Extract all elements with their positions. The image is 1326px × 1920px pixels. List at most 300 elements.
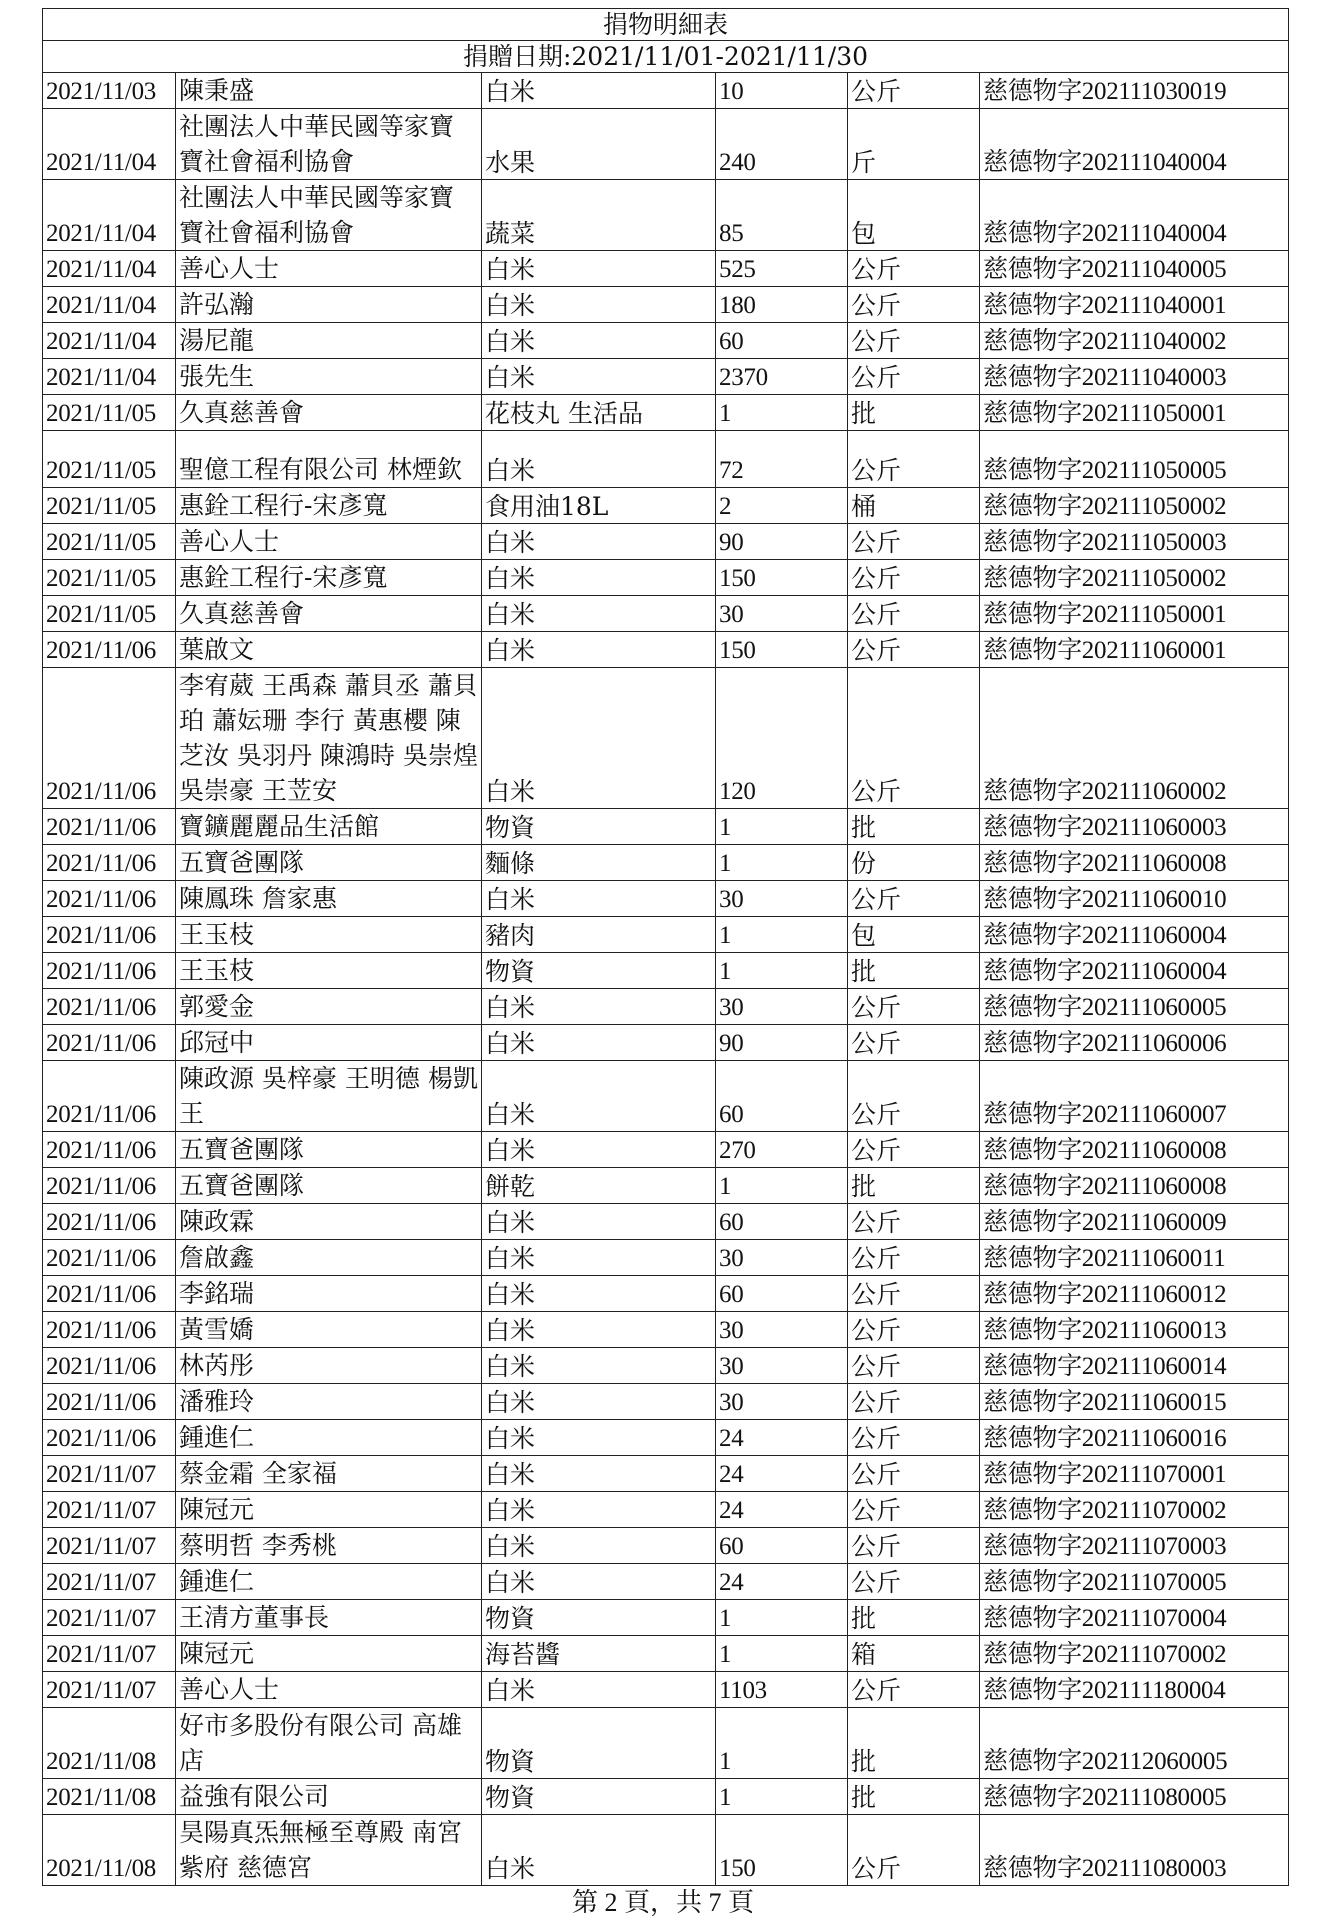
donor-cell: 久真慈善會 [176,395,482,431]
table-row [43,1132,1289,1168]
unit-cell: 公斤 [848,524,980,560]
table-row [43,1636,1289,1672]
item-cell: 白米 [482,1132,716,1168]
ref-cell: 慈德物字202111060004 [980,953,1289,989]
qty-cell: 85 [716,180,848,251]
date-cell: 2021/11/06 [43,917,176,953]
unit-cell: 公斤 [848,1564,980,1600]
qty-cell: 30 [716,989,848,1025]
qty-cell: 24 [716,1420,848,1456]
table-row [43,1528,1289,1564]
donor-cell: 社團法人中華民國等家寶寶社會福利協會 [176,180,482,251]
page-total: 7 [708,1888,722,1917]
date-cell: 2021/11/06 [43,1312,176,1348]
qty-cell: 240 [716,109,848,180]
donor-cell: 昊陽真炁無極至尊殿 南宮紫府 慈德宮 [176,1815,482,1886]
item-cell: 白米 [482,1204,716,1240]
ref-cell: 慈德物字202111070004 [980,1600,1289,1636]
donor-cell: 詹啟鑫 [176,1240,482,1276]
date-cell: 2021/11/06 [43,632,176,668]
ref-cell: 慈德物字202111060007 [980,1061,1289,1132]
qty-cell: 24 [716,1492,848,1528]
unit-cell: 公斤 [848,1672,980,1708]
qty-cell: 30 [716,881,848,917]
page-middle: 頁，共 [623,1888,702,1917]
ref-cell: 慈德物字202111060010 [980,881,1289,917]
table-row [43,917,1289,953]
donor-cell: 鍾進仁 [176,1564,482,1600]
ref-cell: 慈德物字202111040002 [980,323,1289,359]
date-cell: 2021/11/04 [43,109,176,180]
table-row [43,1600,1289,1636]
date-cell: 2021/11/06 [43,989,176,1025]
qty-cell: 90 [716,524,848,560]
unit-cell: 公斤 [848,1061,980,1132]
date-cell: 2021/11/04 [43,287,176,323]
donor-cell: 陳冠元 [176,1636,482,1672]
date-cell: 2021/11/06 [43,881,176,917]
table-row [43,1276,1289,1312]
ref-cell: 慈德物字202111070005 [980,1564,1289,1600]
date-cell: 2021/11/06 [43,668,176,809]
table-row [43,1025,1289,1061]
table-row [43,1672,1289,1708]
unit-cell: 公斤 [848,73,980,109]
ref-cell: 慈德物字202111060008 [980,1132,1289,1168]
ref-cell: 慈德物字202111060009 [980,1204,1289,1240]
unit-cell: 公斤 [848,560,980,596]
qty-cell: 1 [716,917,848,953]
unit-cell: 批 [848,953,980,989]
unit-cell: 公斤 [848,1312,980,1348]
qty-cell: 60 [716,1276,848,1312]
unit-cell: 桶 [848,488,980,524]
qty-cell: 24 [716,1456,848,1492]
donor-cell: 鍾進仁 [176,1420,482,1456]
ref-cell: 慈德物字202111080005 [980,1779,1289,1815]
item-cell: 麵條 [482,845,716,881]
donor-cell: 蔡明哲 李秀桃 [176,1528,482,1564]
qty-cell: 270 [716,1132,848,1168]
item-cell: 白米 [482,1456,716,1492]
unit-cell: 批 [848,395,980,431]
unit-cell: 公斤 [848,1240,980,1276]
qty-cell: 150 [716,560,848,596]
date-cell: 2021/11/06 [43,1168,176,1204]
ref-cell: 慈德物字202111060001 [980,632,1289,668]
table-row [43,1456,1289,1492]
ref-cell: 慈德物字202111070002 [980,1636,1289,1672]
item-cell: 物資 [482,809,716,845]
item-cell: 白米 [482,1276,716,1312]
ref-cell: 慈德物字202111040003 [980,359,1289,395]
table-row [43,1204,1289,1240]
date-cell: 2021/11/06 [43,1132,176,1168]
ref-cell: 慈德物字202111060006 [980,1025,1289,1061]
donor-cell: 五寶爸團隊 [176,845,482,881]
unit-cell: 批 [848,1168,980,1204]
unit-cell: 批 [848,1708,980,1779]
table-row [43,1564,1289,1600]
unit-cell: 公斤 [848,1528,980,1564]
table-row [43,488,1289,524]
donation-table [42,8,1289,1886]
ref-cell: 慈德物字202111070001 [980,1456,1289,1492]
donor-cell: 李宥葳 王禹森 蕭貝丞 蕭貝珀 蕭妘珊 李行 黃惠櫻 陳芝汝 吳羽丹 陳鴻時 吳崇煌 吳崇豪 王苙安 [176,668,482,809]
donor-cell: 善心人士 [176,1672,482,1708]
unit-cell: 批 [848,1779,980,1815]
unit-cell: 公斤 [848,1384,980,1420]
unit-cell: 公斤 [848,287,980,323]
qty-cell: 10 [716,73,848,109]
date-cell: 2021/11/08 [43,1815,176,1886]
unit-cell: 公斤 [848,1204,980,1240]
donor-cell: 黃雪嬌 [176,1312,482,1348]
table-row [43,287,1289,323]
table-row [43,1384,1289,1420]
ref-cell: 慈德物字202111060003 [980,809,1289,845]
donor-cell: 許弘瀚 [176,287,482,323]
item-cell: 白米 [482,881,716,917]
unit-cell: 公斤 [848,1420,980,1456]
table-row [43,109,1289,180]
qty-cell: 120 [716,668,848,809]
table-row [43,431,1289,488]
ref-cell: 慈德物字202111060002 [980,668,1289,809]
date-cell: 2021/11/03 [43,73,176,109]
unit-cell: 公斤 [848,1492,980,1528]
qty-cell: 525 [716,251,848,287]
item-cell: 物資 [482,1708,716,1779]
table-title: 捐物明細表 [43,9,1289,41]
qty-cell: 1 [716,845,848,881]
donor-cell: 林芮彤 [176,1348,482,1384]
date-cell: 2021/11/04 [43,359,176,395]
qty-cell: 24 [716,1564,848,1600]
date-cell: 2021/11/07 [43,1672,176,1708]
table-row [43,1492,1289,1528]
item-cell: 食用油18L [482,488,716,524]
qty-cell: 30 [716,1240,848,1276]
donor-cell: 潘雅玲 [176,1384,482,1420]
table-row [43,1168,1289,1204]
ref-cell: 慈德物字202111050001 [980,596,1289,632]
date-cell: 2021/11/05 [43,431,176,488]
date-cell: 2021/11/05 [43,596,176,632]
donor-cell: 張先生 [176,359,482,395]
date-cell: 2021/11/06 [43,1204,176,1240]
ref-cell: 慈德物字202112060005 [980,1708,1289,1779]
qty-cell: 72 [716,431,848,488]
qty-cell: 1 [716,1168,848,1204]
item-cell: 物資 [482,1779,716,1815]
ref-cell: 慈德物字202111060008 [980,1168,1289,1204]
table-row [43,1779,1289,1815]
donor-cell: 益強有限公司 [176,1779,482,1815]
unit-cell: 公斤 [848,881,980,917]
donor-cell: 善心人士 [176,251,482,287]
date-cell: 2021/11/06 [43,1420,176,1456]
page-footer [0,1882,1326,1919]
table-row [43,1312,1289,1348]
table-row [43,1240,1289,1276]
donor-cell: 葉啟文 [176,632,482,668]
item-cell: 白米 [482,1240,716,1276]
item-cell: 白米 [482,1061,716,1132]
unit-cell: 公斤 [848,596,980,632]
date-cell: 2021/11/06 [43,1240,176,1276]
item-cell: 白米 [482,1564,716,1600]
qty-cell: 1 [716,809,848,845]
unit-cell: 公斤 [848,1456,980,1492]
donor-cell: 郭愛金 [176,989,482,1025]
qty-cell: 150 [716,1815,848,1886]
donor-cell: 陳秉盛 [176,73,482,109]
qty-cell: 1 [716,1708,848,1779]
item-cell: 白米 [482,1025,716,1061]
date-cell: 2021/11/05 [43,524,176,560]
donor-cell: 李銘瑞 [176,1276,482,1312]
item-cell: 白米 [482,1528,716,1564]
donor-cell: 久真慈善會 [176,596,482,632]
unit-cell: 份 [848,845,980,881]
unit-cell: 公斤 [848,1132,980,1168]
donor-cell: 寶鑛麗麗品生活館 [176,809,482,845]
table-row [43,845,1289,881]
item-cell: 餅乾 [482,1168,716,1204]
qty-cell: 30 [716,1312,848,1348]
unit-cell: 公斤 [848,1348,980,1384]
ref-cell: 慈德物字202111060011 [980,1240,1289,1276]
item-cell: 白米 [482,524,716,560]
unit-cell: 斤 [848,109,980,180]
item-cell: 物資 [482,953,716,989]
qty-cell: 60 [716,1204,848,1240]
item-cell: 物資 [482,1600,716,1636]
item-cell: 白米 [482,632,716,668]
table-row [43,1708,1289,1779]
donor-cell: 湯尼龍 [176,323,482,359]
table-row [43,953,1289,989]
item-cell: 白米 [482,1815,716,1886]
qty-cell: 1 [716,1600,848,1636]
item-cell: 白米 [482,596,716,632]
unit-cell: 公斤 [848,1276,980,1312]
donor-cell: 聖億工程有限公司 林煙欽 [176,431,482,488]
qty-cell: 60 [716,323,848,359]
item-cell: 白米 [482,73,716,109]
item-cell: 白米 [482,989,716,1025]
unit-cell: 公斤 [848,251,980,287]
unit-cell: 公斤 [848,632,980,668]
date-cell: 2021/11/04 [43,180,176,251]
item-cell: 白米 [482,1672,716,1708]
donor-cell: 好市多股份有限公司 高雄店 [176,1708,482,1779]
table-row [43,73,1289,109]
qty-cell: 1 [716,395,848,431]
date-cell: 2021/11/07 [43,1456,176,1492]
date-cell: 2021/11/07 [43,1492,176,1528]
ref-cell: 慈德物字202111050005 [980,431,1289,488]
table-row [43,560,1289,596]
table-row [43,668,1289,809]
ref-cell: 慈德物字202111040004 [980,109,1289,180]
date-cell: 2021/11/08 [43,1708,176,1779]
item-cell: 水果 [482,109,716,180]
ref-cell: 慈德物字202111070002 [980,1492,1289,1528]
title-row [43,9,1289,41]
unit-cell: 包 [848,180,980,251]
qty-cell: 1 [716,1779,848,1815]
date-cell: 2021/11/06 [43,1384,176,1420]
date-cell: 2021/11/05 [43,395,176,431]
ref-cell: 慈德物字202111040001 [980,287,1289,323]
date-cell: 2021/11/07 [43,1564,176,1600]
donor-cell: 陳冠元 [176,1492,482,1528]
item-cell: 白米 [482,1492,716,1528]
item-cell: 白米 [482,1348,716,1384]
item-cell: 白米 [482,323,716,359]
table-row [43,395,1289,431]
item-cell: 白米 [482,251,716,287]
date-cell: 2021/11/06 [43,809,176,845]
ref-cell: 慈德物字202111030019 [980,73,1289,109]
donor-cell: 惠銓工程行-宋彥寬 [176,560,482,596]
donor-cell: 陳政源 吳梓豪 王明德 楊凱王 [176,1061,482,1132]
item-cell: 白米 [482,359,716,395]
qty-cell: 1 [716,1636,848,1672]
qty-cell: 2370 [716,359,848,395]
donor-cell: 五寶爸團隊 [176,1132,482,1168]
unit-cell: 公斤 [848,323,980,359]
date-cell: 2021/11/06 [43,953,176,989]
date-cell: 2021/11/05 [43,560,176,596]
date-cell: 2021/11/06 [43,1276,176,1312]
date-cell: 2021/11/07 [43,1528,176,1564]
table-row [43,989,1289,1025]
page-prefix: 第 [571,1888,598,1917]
date-cell: 2021/11/04 [43,323,176,359]
item-cell: 白米 [482,1384,716,1420]
unit-cell: 公斤 [848,431,980,488]
table-row [43,1815,1289,1886]
date-cell: 2021/11/06 [43,1348,176,1384]
table-row [43,180,1289,251]
table-row [43,323,1289,359]
item-cell: 豬肉 [482,917,716,953]
item-cell: 花枝丸 生活品 [482,395,716,431]
table-row [43,1420,1289,1456]
qty-cell: 30 [716,596,848,632]
qty-cell: 150 [716,632,848,668]
item-cell: 白米 [482,287,716,323]
unit-cell: 公斤 [848,1815,980,1886]
table-row [43,881,1289,917]
donor-cell: 蔡金霜 全家福 [176,1456,482,1492]
qty-cell: 180 [716,287,848,323]
item-cell: 蔬菜 [482,180,716,251]
qty-cell: 30 [716,1384,848,1420]
table-row [43,1348,1289,1384]
unit-cell: 包 [848,917,980,953]
donor-cell: 陳鳳珠 詹家惠 [176,881,482,917]
page-suffix: 頁 [728,1888,755,1917]
date-cell: 2021/11/04 [43,251,176,287]
ref-cell: 慈德物字202111040004 [980,180,1289,251]
ref-cell: 慈德物字202111060013 [980,1312,1289,1348]
ref-cell: 慈德物字202111060004 [980,917,1289,953]
ref-cell: 慈德物字202111060016 [980,1420,1289,1456]
donor-cell: 陳政霖 [176,1204,482,1240]
table-row [43,596,1289,632]
date-cell: 2021/11/06 [43,1061,176,1132]
date-cell: 2021/11/06 [43,1025,176,1061]
qty-cell: 30 [716,1348,848,1384]
item-cell: 白米 [482,668,716,809]
unit-cell: 箱 [848,1636,980,1672]
unit-cell: 公斤 [848,989,980,1025]
item-cell: 白米 [482,1312,716,1348]
unit-cell: 公斤 [848,359,980,395]
date-range: 捐贈日期:2021/11/01-2021/11/30 [43,41,1289,73]
date-cell: 2021/11/05 [43,488,176,524]
donor-cell: 惠銓工程行-宋彥寬 [176,488,482,524]
table-row [43,632,1289,668]
ref-cell: 慈德物字202111050001 [980,395,1289,431]
table-row [43,809,1289,845]
table-row [43,359,1289,395]
donor-cell: 王玉枝 [176,917,482,953]
ref-cell: 慈德物字202111040005 [980,251,1289,287]
ref-cell: 慈德物字202111060008 [980,845,1289,881]
table-row [43,1061,1289,1132]
ref-cell: 慈德物字202111060012 [980,1276,1289,1312]
donor-cell: 邱冠中 [176,1025,482,1061]
ref-cell: 慈德物字202111060005 [980,989,1289,1025]
table-row [43,251,1289,287]
ref-cell: 慈德物字202111050003 [980,524,1289,560]
date-cell: 2021/11/08 [43,1779,176,1815]
ref-cell: 慈德物字202111050002 [980,488,1289,524]
ref-cell: 慈德物字202111060015 [980,1384,1289,1420]
date-range-row [43,41,1289,73]
qty-cell: 90 [716,1025,848,1061]
ref-cell: 慈德物字202111070003 [980,1528,1289,1564]
ref-cell: 慈德物字202111060014 [980,1348,1289,1384]
item-cell: 白米 [482,431,716,488]
qty-cell: 60 [716,1528,848,1564]
unit-cell: 批 [848,809,980,845]
date-cell: 2021/11/07 [43,1636,176,1672]
date-cell: 2021/11/06 [43,845,176,881]
ref-cell: 慈德物字202111080003 [980,1815,1289,1886]
item-cell: 海苔醬 [482,1636,716,1672]
ref-cell: 慈德物字202111180004 [980,1672,1289,1708]
qty-cell: 1103 [716,1672,848,1708]
donor-cell: 社團法人中華民國等家寶寶社會福利協會 [176,109,482,180]
table-row [43,524,1289,560]
unit-cell: 批 [848,1600,980,1636]
qty-cell: 60 [716,1061,848,1132]
donor-cell: 五寶爸團隊 [176,1168,482,1204]
date-cell: 2021/11/07 [43,1600,176,1636]
donor-cell: 王玉枝 [176,953,482,989]
qty-cell: 1 [716,953,848,989]
donor-cell: 善心人士 [176,524,482,560]
qty-cell: 2 [716,488,848,524]
page-number: 2 [604,1888,618,1917]
ref-cell: 慈德物字202111050002 [980,560,1289,596]
